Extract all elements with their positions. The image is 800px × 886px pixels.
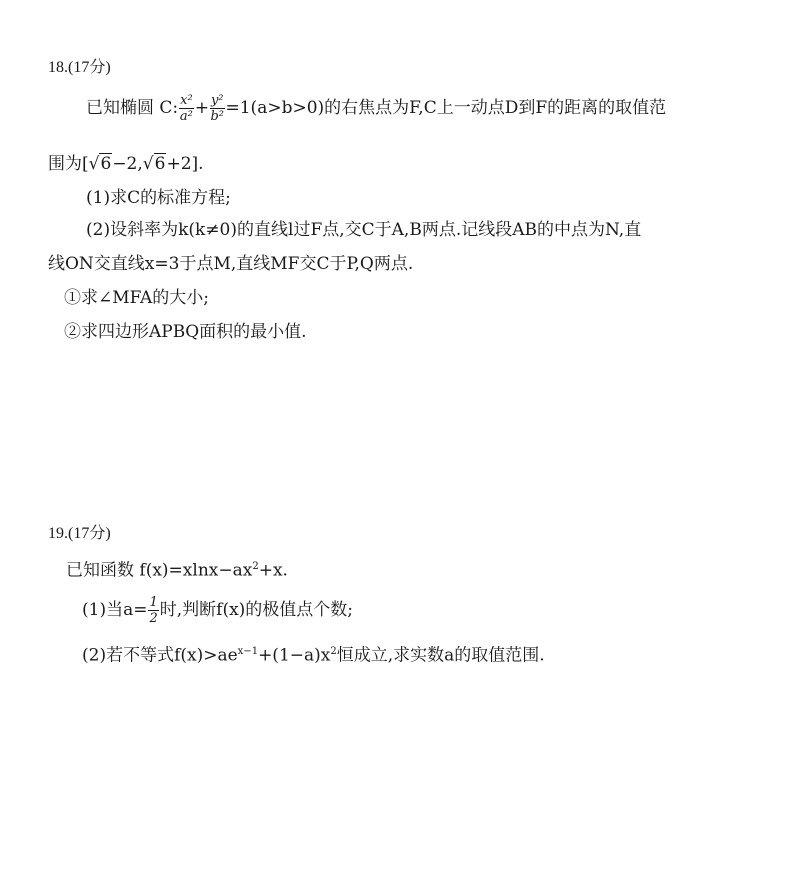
ellipse-y-numerator: y² [210,93,224,108]
q18-header: 18.(17分) [48,59,111,76]
q19-part2-prefix: (2)若不等式f(x)>ae [82,645,238,666]
q18-range-mid: −2, [112,154,143,174]
ellipse-plus: + [194,98,209,118]
sqrt-six-first: √6 [88,154,112,174]
q19-header: 19.(17分) [48,525,111,542]
q18-part1: (1)求C的标准方程; [86,188,231,208]
q18-range-prefix: 围为[ [48,154,89,174]
ellipse-x-numerator: x² [180,93,193,108]
q18-stem-prefix: 已知椭圆 C: [86,98,179,118]
q19-part1-prefix: (1)当a= [82,600,148,620]
q19-part1 [82,596,353,625]
one-half-fraction [148,596,158,625]
q19-part1-suffix: 时,判断f(x)的极值点个数; [159,600,354,620]
q18-part2-line2: 线ON交直线x=3于点M,直线MF交C于P,Q两点. [48,254,414,274]
one-half-denominator: 2 [149,611,158,626]
ellipse-y-fraction [210,94,225,123]
q18-sub1: ①求∠MFA的大小; [64,288,209,308]
ellipse-x-denominator: a² [179,109,193,124]
one-half-numerator: 1 [149,595,158,610]
q19-part2-suffix: 恒成立,求实数a的取值范围. [336,645,545,666]
ellipse-y-denominator: b² [210,109,224,124]
q19-part2-exponent-x: 2 [330,646,337,657]
q18-part2-line1: (2)设斜率为k(k≠0)的直线l过F点,交C于A,B两点.记线段AB的中点为N,直 [86,220,642,240]
q19-stem-suffix: +x. [258,560,288,581]
radicand-second: 6 [154,154,166,174]
q18-stem-suffix: =1(a>b>0)的右焦点为F,C上一动点D到F的距离的取值范 [225,98,667,118]
q18-stem [86,94,666,123]
ellipse-x-fraction [179,94,194,123]
q19-stem [66,555,288,583]
radicand-first: 6 [100,154,112,174]
q19-stem-exponent: 2 [252,561,259,572]
q19-part2-exponent-e: x−1 [237,646,259,657]
q19-part2 [82,640,545,668]
q18-range-suffix: +2]. [166,154,204,174]
q19-part2-mid: +(1−a)x [258,645,331,666]
q18-sub2: ②求四边形APBQ面积的最小值. [64,322,307,342]
q19-stem-prefix: 已知函数 f(x)=xlnx−ax [66,560,253,581]
q18-range [48,152,204,176]
sqrt-six-second: √6 [142,154,166,174]
